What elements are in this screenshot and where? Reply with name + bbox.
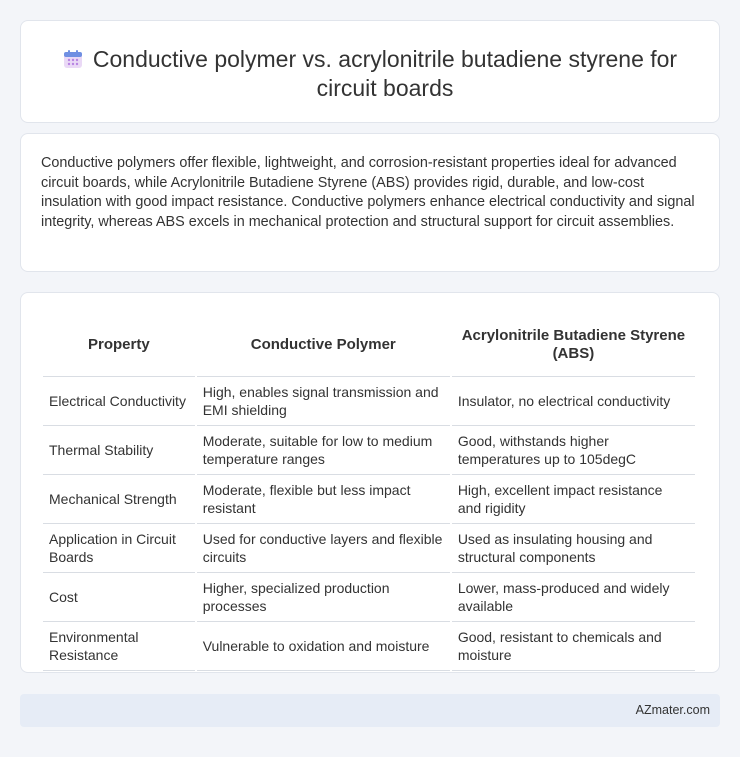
comparison-table [41,313,697,671]
table-row [43,377,695,426]
table-row [43,426,695,475]
conductive-polymer-cell: Moderate, suitable for low to medium temperature ranges [197,426,450,475]
summary-card [20,133,720,272]
header-abs: Acrylonitrile Butadiene Styrene (ABS) [452,313,695,377]
abs-cell: Good, withstands higher temperatures up to 105degC [452,426,695,475]
footer-brand-link[interactable]: AZmater.com [635,703,710,717]
summary-text: Conductive polymers offer flexible, lightweight, and corrosion-resistant properties ideal for advanced circuit boards, while Acrylonitrile Butadiene Styrene (ABS) provides rigid, durable, and low-cost insulation with good impact resistance. Conductive polymers enhance electrical conductivity and signal integrity, whereas ABS excels in mechanical protection and structural support for circuit assemblies. [41,155,695,230]
header-conductive-polymer: Conductive Polymer [197,313,450,377]
conductive-polymer-cell: Vulnerable to oxidation and moisture [197,622,450,671]
comparison-card [20,292,720,673]
table-row [43,524,695,573]
property-cell: Cost [43,573,195,622]
conductive-polymer-cell: High, enables signal transmission and EMI shielding [197,377,450,426]
footer [20,694,720,727]
header-property: Property [43,313,195,377]
table-row [43,475,695,524]
conductive-polymer-cell: Used for conductive layers and flexible circuits [197,524,450,573]
conductive-polymer-cell: Moderate, flexible but less impact resistant [197,475,450,524]
property-cell: Environmental Resistance [43,622,195,671]
property-cell: Mechanical Strength [43,475,195,524]
conductive-polymer-cell: Higher, specialized production processes [197,573,450,622]
title-card [20,20,720,123]
abs-cell: High, excellent impact resistance and rigidity [452,475,695,524]
abs-cell: Insulator, no electrical conductivity [452,377,695,426]
property-cell: Electrical Conductivity [43,377,195,426]
property-cell: Application in Circuit Boards [43,524,195,573]
property-cell: Thermal Stability [43,426,195,475]
table-row [43,573,695,622]
page-title: Conductive polymer vs. acrylonitrile butadiene styrene for circuit boards [92,46,678,101]
abs-cell: Used as insulating housing and structural components [452,524,695,573]
abs-cell: Good, resistant to chemicals and moisture [452,622,695,671]
table-row [43,622,695,671]
table-header-row [43,313,695,377]
abs-cell: Lower, mass-produced and widely available [452,573,695,622]
